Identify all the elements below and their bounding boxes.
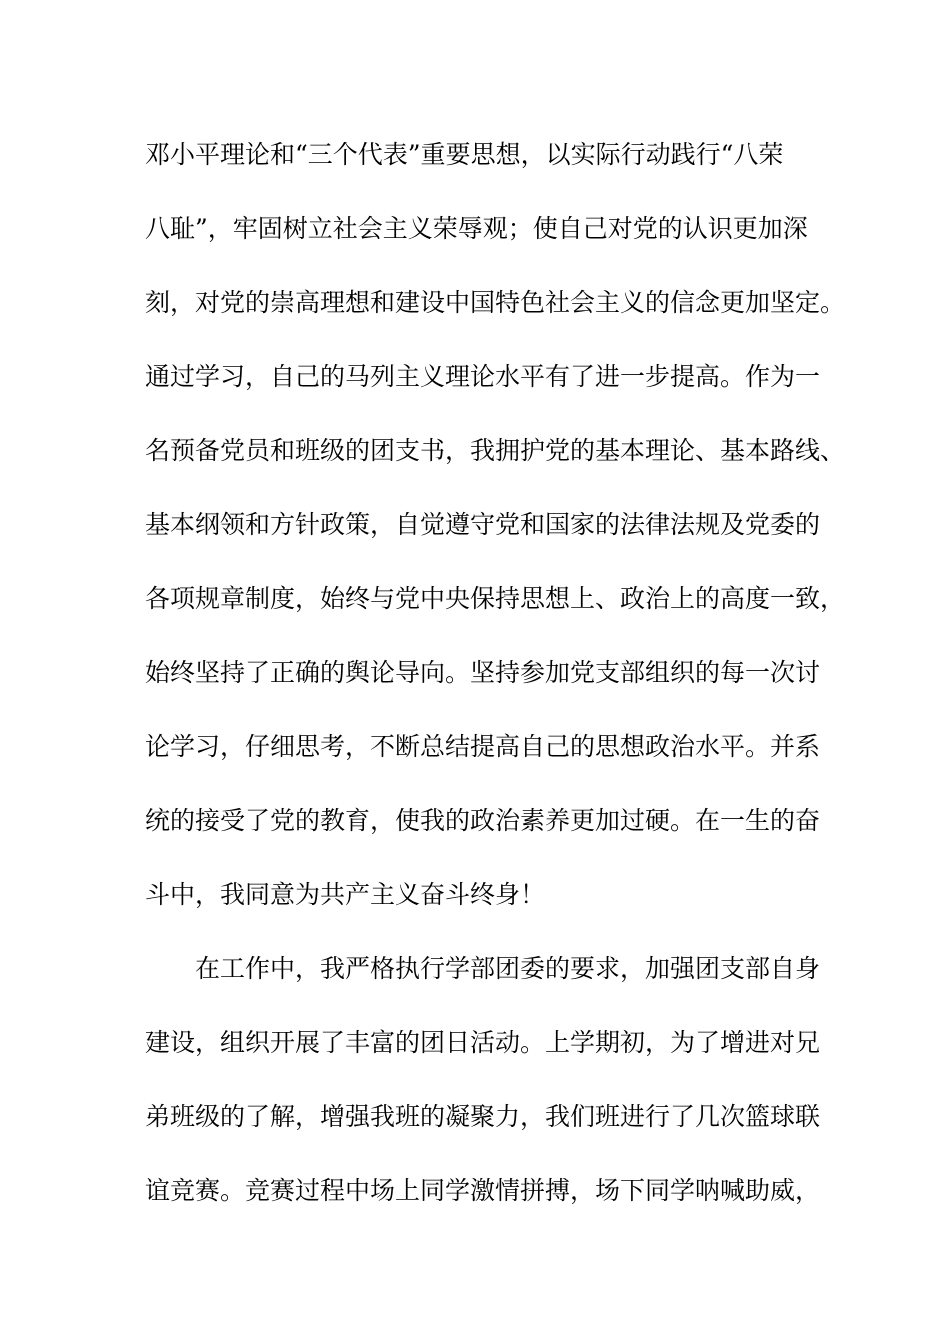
text-line: 论学习，仔细思考，不断总结提高自己的思想政治水平。并系: [145, 732, 821, 761]
text-line: 建设，组织开展了丰富的团日活动。上学期初，为了增进对兄: [145, 1028, 821, 1057]
text-line: 各项规章制度，始终与党中央保持思想上、政治上的高度一致，: [145, 584, 846, 613]
text-line: 通过学习，自己的马列主义理论水平有了进一步提高。作为一: [145, 362, 821, 391]
text-line: 名预备党员和班级的团支书，我拥护党的基本理论、基本路线、: [145, 436, 846, 465]
body-text: [145, 134, 846, 1244]
text-line: 八耻”，牢固树立社会主义荣辱观；使自己对党的认识更加深: [145, 214, 808, 243]
text-line: 基本纲领和方针政策，自觉遵守党和国家的法律法规及党委的: [145, 510, 821, 539]
text-line: 刻，对党的崇高理想和建设中国特色社会主义的信念更加坚定。: [145, 288, 846, 317]
text-line: 统的接受了党的教育，使我的政治素养更加过硬。在一生的奋: [145, 806, 821, 835]
text-line: 弟班级的了解，增强我班的凝聚力，我们班进行了几次篮球联: [145, 1102, 821, 1131]
text-line: 始终坚持了正确的舆论导向。坚持参加党支部组织的每一次讨: [145, 658, 821, 687]
text-line: 邓小平理论和“三个代表”重要思想，以实际行动践行“八荣: [145, 140, 784, 169]
paragraph-start-line: 在工作中，我严格执行学部团委的要求，加强团支部自身: [195, 954, 821, 983]
text-line: 斗中，我同意为共产主义奋斗终身！: [145, 880, 546, 909]
text-line: 谊竞赛。竞赛过程中场上同学激情拼搏，场下同学呐喊助威，: [145, 1176, 821, 1205]
